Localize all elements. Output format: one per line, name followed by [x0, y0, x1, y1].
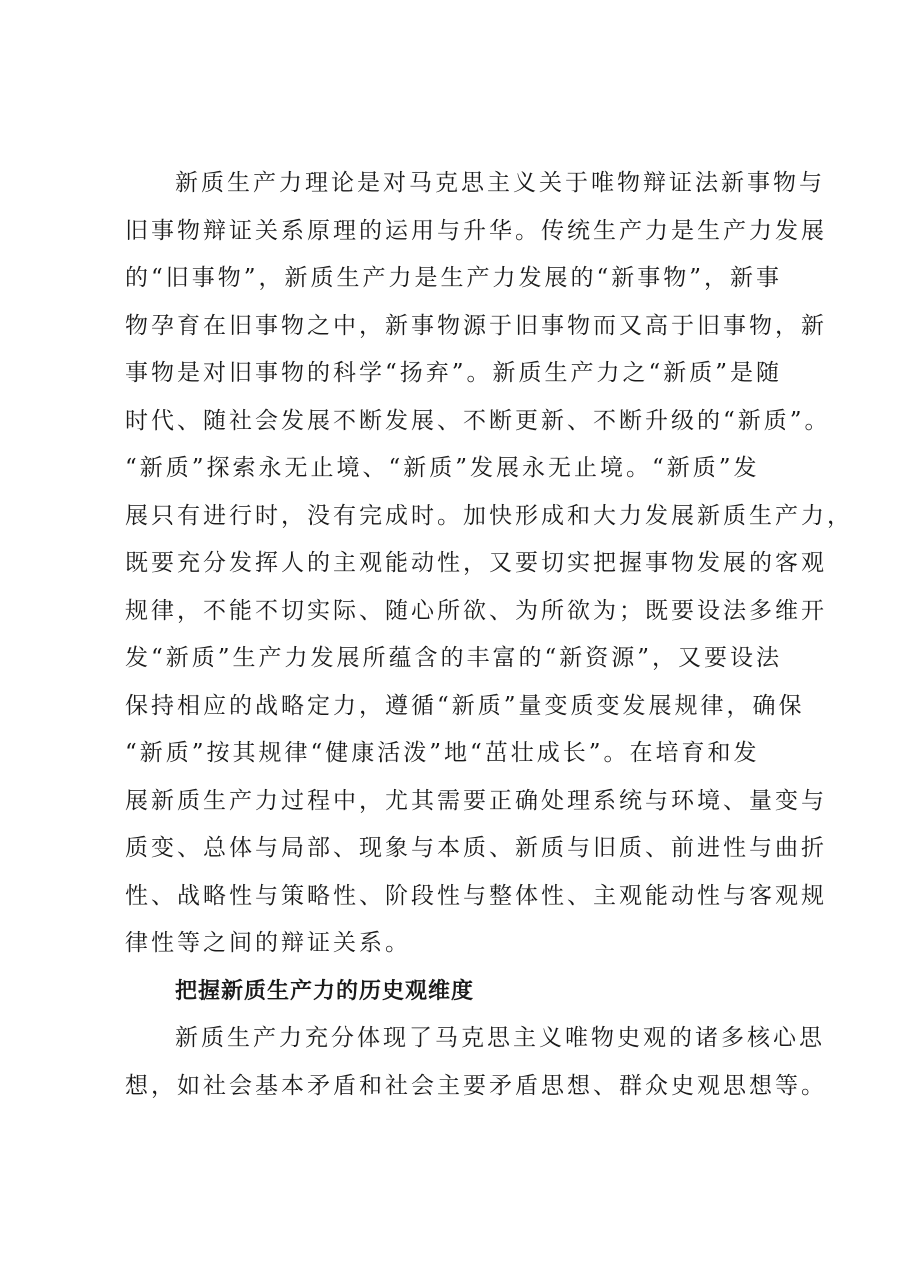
body-paragraph	[125, 1015, 827, 1110]
paragraph-line: 新质生产力理论是对马克思主义关于唯物辩证法新事物与	[175, 170, 825, 196]
paragraph-line: 展只有进行时，没有完成时。加快形成和大力发展新质生产力，	[125, 502, 853, 529]
paragraph-line: 质变、总体与局部、现象与本质、新质与旧质、前进性与曲折	[125, 835, 827, 861]
paragraph-line: 新质生产力充分体现了马克思主义唯物史观的诸多核心思	[175, 1025, 825, 1051]
paragraph-line: 旧事物辩证关系原理的运用与升华。传统生产力是生产力发展	[125, 217, 827, 244]
section-heading: 把握新质生产力的历史观维度	[175, 978, 475, 1004]
paragraph-line: 想，如社会基本矛盾和社会主要矛盾思想、群众史观思想等。	[125, 1072, 827, 1099]
paragraph-line: “新质”按其规律“健康活泼”地“茁壮成长”。在培育和发	[125, 740, 760, 766]
paragraph-line: 的“旧事物”，新质生产力是生产力发展的“新事物”，新事	[125, 265, 783, 291]
paragraph-line: 展新质生产力过程中，尤其需要正确处理系统与环境、量变与	[125, 787, 827, 814]
document-body	[125, 160, 853, 1110]
paragraph-line: 保持相应的战略定力，遵循“新质”量变质变发展规律，确保	[125, 692, 805, 719]
paragraph-line: 物孕育在旧事物之中，新事物源于旧事物而又高于旧事物，新	[125, 312, 827, 339]
paragraph-line: 既要充分发挥人的主观能动性，又要切实把握事物发展的客观	[125, 550, 827, 576]
paragraph-line: 时代、随社会发展不断发展、不断更新、不断升级的“新质”。	[125, 407, 831, 434]
body-paragraph	[125, 160, 853, 968]
paragraph-line: 规律，不能不切实际、随心所欲、为所欲为；既要设法多维开	[125, 597, 827, 624]
paragraph-line: 性、战略性与策略性、阶段性与整体性、主观能动性与客观规	[125, 882, 827, 909]
paragraph-line: 发“新质”生产力发展所蕴含的丰富的“新资源”，又要设法	[125, 645, 783, 671]
paragraph-line: 事物是对旧事物的科学“扬弃”。新质生产力之“新质”是随	[125, 360, 783, 386]
paragraph-line: 律性等之间的辩证关系。	[125, 930, 411, 956]
paragraph-line: “新质”探索永无止境、“新质”发展永无止境。“新质”发	[125, 455, 760, 481]
